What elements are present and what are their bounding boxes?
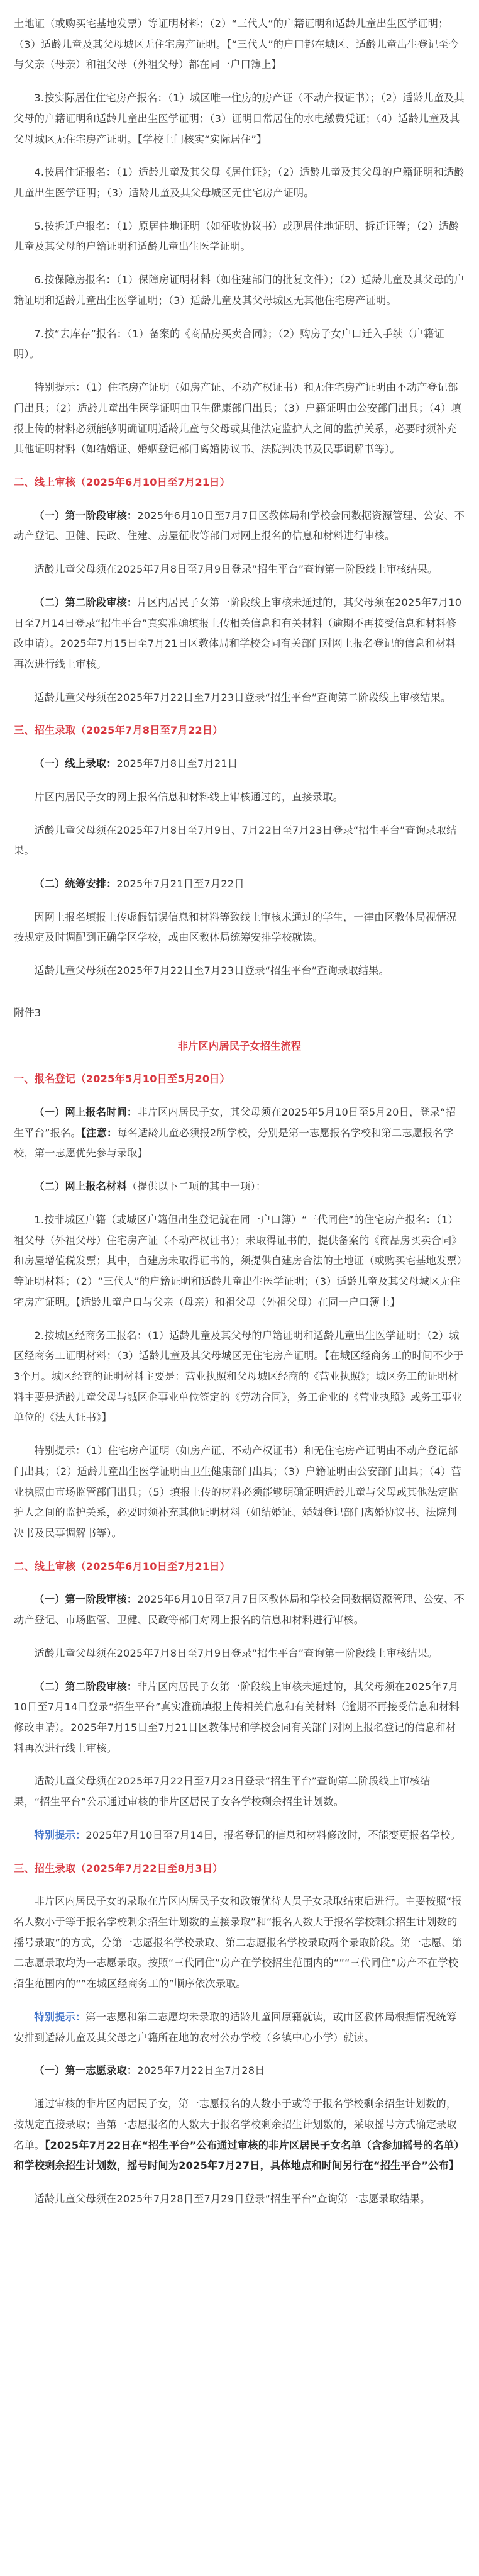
body-text: 非片区内居民子女招生流程 <box>177 1039 302 1052</box>
paragraph <box>14 961 465 982</box>
lead-text: （二）第二阶段审核： <box>34 1680 138 1693</box>
body-text: 二、线上审核（2025年6月10日至7月21日） <box>14 476 231 488</box>
paragraph <box>14 1825 465 1846</box>
paragraph <box>14 874 465 895</box>
body-text: 2025年6月10日至7月7日区教体局和学校会同数据资源管理、公安、不动产登记、卫健、民政、住建、房屋征收等部门对网上报名的信息和材料进行审核。 <box>14 509 465 542</box>
paragraph <box>14 506 465 547</box>
body-text: 三、招生录取（2025年7月8日至7月22日） <box>14 724 223 737</box>
lead-text: （二）第二阶段审核： <box>34 596 138 608</box>
body-text: 适龄儿童父母须在2025年7月28日至7月29日登录“招生平台”查询第一志愿录取结果。 <box>34 2192 431 2205</box>
body-text: 7.按“去库存”报名：（1）备案的《商品房买卖合同》；（2）购房子女户口迁入手续（户籍证明）。 <box>14 327 444 361</box>
body-text: 特别提示：（1）住宅房产证明（如房产证、不动产权证书）和无住宅房产证明由不动产登记部门出具；（2）适龄儿童出生医学证明由卫生健康部门出具；（3）户籍证明由公安部门出具；（4）营业执照由市场监管部门出具；（5）填报上传的材料必须能够明确证明适龄儿童与父母或其他法定监护人之间的监护关系，必要时须补充其他证明材料（如结婚证、婚姻登记部门离婚协议书、法院判决书及民事调解书等）。 <box>14 1445 461 1539</box>
body-text: 片区内居民子女第一阶段线上审核未通过的，其父母须在2025年7月10日至7月14日登录“招生平台”真实准确填报上传相关信息和有关材料（逾期不再接受信息和材料修改申请）。2025年7月15日至7月21日区教体局和学校会同有关部门对网上报名登记的信息和材料再次进行线上审核。 <box>14 596 462 670</box>
paragraph <box>14 216 465 257</box>
body-text: （提供以下二项的其中一项）： <box>126 1180 267 1193</box>
body-text: 通过审核的非片区内居民子女，第一志愿报名的人数小于或等于报名学校剩余招生计划数的，按规定直接录取；当第一志愿报名的人数大于报名学校剩余招生计划数的，采取摇号方式确定录取名单。 <box>14 2098 457 2151</box>
paragraph <box>14 1177 465 1197</box>
body-text: 2025年7月21日至7月22日 <box>116 878 245 890</box>
paragraph <box>14 593 465 675</box>
body-text: 2025年7月22日至7月28日 <box>137 2064 265 2077</box>
section-heading <box>14 1557 465 1577</box>
paragraph <box>14 1771 465 1812</box>
paragraph <box>14 907 465 948</box>
paragraph <box>14 1441 465 1544</box>
lead-text: （一）第一志愿录取： <box>34 2064 138 2077</box>
lead-text: （二）统筹安排： <box>34 878 117 890</box>
paragraph <box>14 1589 465 1630</box>
body-text: 非片区内居民子女第一阶段线上审核未通过的，其父母须在2025年7月10日至7月14日登录“招生平台”真实准确填报上传相关信息和有关材料（逾期不再接受信息和材料修改申请）。2025年7月15日至7月21日区教体局和学校会同有关部门对网上报名登记的信息和材料再次进行线上审核。 <box>14 1680 460 1754</box>
body-text: 土地证（或购买宅基地发票）等证明材料；（2）“三代人”的户籍证明和适龄儿童出生医学证明；（3）适龄儿童及其父母城区无住宅房产证明。【“三代人”的户口都在城区、适龄儿童出生登记至今与父亲（母亲）和祖父母（外祖父母）都在同一户口簿上】 <box>14 18 459 71</box>
paragraph <box>14 1677 465 1759</box>
body-text: 适龄儿童父母须在2025年7月22日至7月23日登录“招生平台”查询录取结果。 <box>34 965 390 977</box>
body-text: 特别提示：（1）住宅房产证明（如房产证、不动产权证书）和无住宅房产证明由不动产登记部门出具；（2）适龄儿童出生医学证明由卫生健康部门出具；（3）户籍证明由公安部门出具；（4）填报上传的材料必须能够明确证明适龄儿童与父母或其他法定监护人之间的监护关系，必要时须补充其他证明材料（如结婚证、婚姻登记部门离婚协议书、法院判决书及民事调解书等）。 <box>14 381 461 456</box>
paragraph <box>14 2189 465 2210</box>
body-text: 一、报名登记（2025年5月10日至5月20日） <box>14 1073 231 1085</box>
body-text: 2025年6月10日至7月7日区教体局和学校会同数据资源管理、公安、不动产登记、市场监管、卫健、民政等部门对网上报名的信息和材料进行审核。 <box>14 1593 465 1627</box>
lead-text: （一）第一阶段审核： <box>34 509 138 522</box>
body-text: 三、招生录取（2025年7月22日至8月3日） <box>14 1862 223 1874</box>
body-text: 5.按拆迁户报名：（1）原居住地证明（如征收协议书）或现居住地证明、拆迁证等；（2）适龄儿童及其父母的户籍证明和适龄儿童出生医学证明。 <box>14 220 460 253</box>
lead-text: （一）线上录取： <box>34 758 117 770</box>
body-text: 适龄儿童父母须在2025年7月22日至7月23日登录“招生平台”查询第二阶段线上审核结果。 <box>34 691 451 703</box>
paragraph <box>14 787 465 808</box>
body-text: 适龄儿童父母须在2025年7月22日至7月23日登录“招生平台”查询第二阶段线上审核结果，“招生平台”公示通过审核的非片区居民子女各学校剩余招生计划数。 <box>14 1775 431 1808</box>
paragraph <box>14 1326 465 1429</box>
body-text: 适龄儿童父母须在2025年7月8日至7月9日登录“招生平台”查询第一阶段线上审核结果。 <box>34 1647 438 1659</box>
lead-text: 【2025年7月22日在“招生平台”公布通过审核的非片区居民子女名单（含参加摇号的名单）和学校剩余招生计划数，摇号时间为2025年7月27日，具体地点和时间另行在“招生平台”公布】 <box>14 2139 465 2172</box>
paragraph <box>14 688 465 708</box>
annex-label <box>14 1003 465 1024</box>
paragraph <box>14 820 465 861</box>
paragraph <box>14 1210 465 1313</box>
lead-text: 【注意： <box>80 1126 118 1139</box>
paragraph <box>14 14 465 76</box>
paragraph <box>14 2061 465 2081</box>
paragraph <box>14 1644 465 1664</box>
body-text: 6.按保障房报名：（1）保障房证明材料（如住建部门的批复文件）；（2）适龄儿童及其父母的户籍证明和适龄儿童出生医学证明；（3）适龄儿童及其父母城区无其他住宅房产证明。 <box>14 274 465 306</box>
body-text: 适龄儿童父母须在2025年7月8日至7月9日、7月22日至7月23日登录“招生平台”查询录取结果。 <box>14 824 457 857</box>
body-text: 2025年7月10日至7月14日，报名登记的信息和材料修改时，不能变更报名学校。 <box>85 1828 461 1841</box>
paragraph <box>14 270 465 311</box>
paragraph <box>14 754 465 775</box>
paragraph <box>14 162 465 203</box>
paragraph <box>14 1102 465 1164</box>
notice-label: 特别提示： <box>34 2010 86 2023</box>
section-heading <box>14 1069 465 1090</box>
body-text: 3.按实际居住住宅房产报名：（1）城区唯一住房的房产证（不动产权证书）；（2）适龄儿童及其父母的户籍证明和适龄儿童出生医学证明；（3）证明日常居住的水电缴费凭证；（4）适龄儿童及其父母城区无住宅房产证明。【学校上门核实“实际居住”】 <box>14 92 465 145</box>
body-text: 非片区内居民子女的录取在片区内居民子女和政策优待人员子女录取结束后进行。主要按照“报名人数小于等于报名学校剩余招生计划数的直接录取”和“报名人数大于报名学校剩余招生计划数的摇号录取”的方式，分第一志愿报名学校录取、第二志愿报名学校录取两个录取阶段。第一志愿、第二志愿录取均为一志愿录取。按照“三代同住”房产在学校招生范围内的“”“三代同住”房产不在学校招生范围内的“”在城区经商务工的”顺序依次录取。 <box>14 1895 463 1990</box>
section-heading <box>14 1859 465 1879</box>
lead-text: （二）网上报名材料 <box>34 1180 127 1193</box>
paragraph <box>14 1891 465 1995</box>
lead-text: （一）网上报名时间： <box>34 1106 138 1119</box>
body-text: 第一志愿和第二志愿均未录取的适龄儿童回原籍就读，或由区教体局根据情况统筹安排到适龄儿童及其父母之户籍所在地的农村公办学校（乡镇中心小学）就读。 <box>14 2010 457 2044</box>
body-text: 附件3 <box>14 1006 41 1019</box>
paragraph <box>14 559 465 580</box>
body-text: 4.按居住证报名：（1）适龄儿童及其父母《居住证》；（2）适龄儿童及其父母的户籍证明和适龄儿童出生医学证明；（3）适龄儿童及其父母城区无住宅房产证明。 <box>14 166 465 199</box>
body-text: 每名适龄儿童必须报2所学校，分别是第一志愿报名学校和第二志愿报名学校，第一志愿优先参与录取】 <box>14 1126 454 1160</box>
body-text: 2025年7月8日至7月21日 <box>116 758 238 770</box>
body-text: 适龄儿童父母须在2025年7月8日至7月9日登录“招生平台”查询第一阶段线上审核结果。 <box>34 563 438 576</box>
section-heading <box>14 720 465 741</box>
paragraph <box>14 324 465 365</box>
body-text: 非片区内居民子女，其父母须在2025年5月10日至5月20日，登录“招生平台”报名。 <box>14 1106 456 1139</box>
body-text: 2.按城区经商务工报名：（1）适龄儿童及其父母的户籍证明和适龄儿童出生医学证明；（2）城区经商务工证明材料；（3）适龄儿童及其父母城区无住宅房产证明。【在城区经商务工的时间不少于3个月。城区经商的证明材料主要是：营业执照和父母城区经商的《营业执照》；城区务工的证明材料主要是适龄儿童父母与城区企事业单位签定的《劳动合同》，务工企业的《营业执照》或务工事业单位的《法人证书》】 <box>14 1329 464 1424</box>
section-heading <box>14 473 465 493</box>
notice-label: 特别提示： <box>34 1828 86 1841</box>
lead-text: （一）第一阶段审核： <box>34 1593 138 1606</box>
paragraph <box>14 2007 465 2048</box>
body-text: 片区内居民子女的网上报名信息和材料线上审核通过的，直接录取。 <box>34 790 344 803</box>
paragraph <box>14 2094 465 2176</box>
body-text: 1.按非城区户籍（或城区户籍但出生登记就在同一户口簿）“三代同住”的住宅房产报名：（1）祖父母（外祖父母）住宅房产证（不动产权证书）；未取得证书的，提供备案的《商品房买卖合同》和房屋增值税发票；其中，自建房未取得证书的，须提供自建房合法的土地证（或购买宅基地发票）等证明材料；（2）“三代人”的户籍证明和适龄儿童出生医学证明；（3）适龄儿童及其父母城区无住宅房产证明。【适龄儿童户口与父亲（母亲）和祖父母（外祖父母）在同一户口簿上】 <box>14 1213 462 1308</box>
paragraph <box>14 378 465 460</box>
body-text: 二、线上审核（2025年6月10日至7月21日） <box>14 1560 231 1572</box>
paragraph <box>14 88 465 150</box>
body-text: 因网上报名填报上传虚假错误信息和材料等致线上审核未通过的学生，一律由区教体局视情况按规定及时调配到正确学区学校，或由区教体局统筹安排学校就读。 <box>14 910 457 944</box>
annex-title <box>14 1036 465 1057</box>
